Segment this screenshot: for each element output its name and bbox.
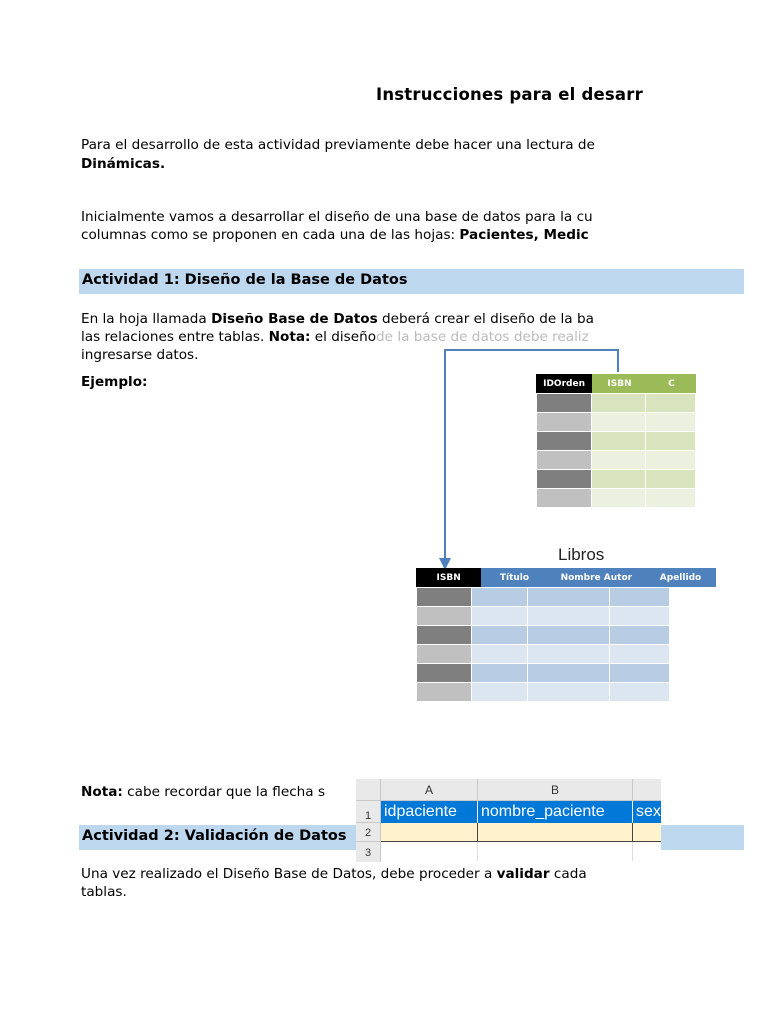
excel-col-b: B (478, 779, 633, 801)
act1-l1-b: Diseño Base de Datos (211, 311, 378, 327)
orders-table-cell (646, 470, 696, 489)
act1-l2-d: de la base de datos debe realiz (376, 329, 589, 345)
libros-table-cell (417, 607, 472, 626)
libros-table-cell (528, 683, 610, 702)
libros-table-cell (528, 607, 610, 626)
nota-bold: Nota: (81, 784, 123, 800)
page-title: Instrucciones para el desarr (376, 85, 643, 104)
para2-line-2-text: columnas como se proponen en cada una de las hojas: (81, 227, 460, 243)
act1-line-3: ingresarse datos. (81, 347, 199, 363)
act1-l1-c: deberá crear el diseño de la ba (377, 311, 594, 327)
act1-line-1 (81, 310, 594, 328)
libros-table-cell (417, 664, 472, 683)
excel-snippet (356, 779, 661, 862)
libros-table-cell (610, 683, 670, 702)
act1-l1-a: En la hoja llamada (81, 311, 212, 327)
libros-table-cell (472, 645, 528, 664)
excel-row-3: 3 (356, 842, 381, 862)
intro-line-1: Para el desarrollo de esta actividad previamente debe hacer una lectura de (81, 137, 595, 153)
excel-cell-a3 (381, 842, 478, 861)
excel-corner (356, 779, 381, 801)
actividad2-heading: Actividad 2: Validación de Datos (82, 828, 347, 844)
para2-line-2 (81, 226, 589, 244)
orders-table-cell (646, 451, 696, 470)
libros-rows (416, 587, 661, 702)
libros-table-cell (417, 626, 472, 645)
act1-l2-c: el diseño (310, 329, 377, 345)
intro-line-2: Dinámicas. (81, 156, 166, 172)
excel-cell-nombre-paciente: nombre_paciente (478, 801, 633, 823)
actividad1-heading-band (79, 269, 744, 294)
orders-table-cell (646, 413, 696, 432)
act2-l1-b: validar (496, 866, 550, 882)
ejemplo-label: Ejemplo: (81, 374, 148, 390)
libros-table-cell (610, 607, 670, 626)
relation-arrow-icon (430, 340, 630, 580)
orders-table-cell (646, 394, 696, 413)
orders-table-cell (646, 489, 696, 508)
excel-cell-b2 (478, 823, 633, 842)
act2-l1-c: cada (549, 866, 587, 882)
excel-row-2: 2 (356, 823, 381, 842)
libros-table-cell (472, 664, 528, 683)
libros-table-cell (417, 588, 472, 607)
excel-cell-a2 (381, 823, 478, 842)
orders-header-idorden: IDOrden (536, 374, 592, 393)
nota-text: cabe recordar que la flecha s (122, 784, 326, 800)
libros-table-cell (472, 626, 528, 645)
libros-table-cell (472, 607, 528, 626)
libros-table-cell (610, 664, 670, 683)
excel-row-1: 1 (356, 801, 381, 823)
act2-line-2: tablas. (81, 884, 127, 900)
excel-cell-c3 (633, 842, 661, 861)
act2-l1-a: Una vez realizado el Diseño Base de Datos, debe proceder a (81, 866, 497, 882)
libros-header-isbn: ISBN (416, 568, 481, 587)
libros-table-image (416, 568, 702, 702)
libros-table-cell (417, 645, 472, 664)
libros-table-cell (610, 626, 670, 645)
excel-cell-idpaciente: idpaciente (381, 801, 478, 823)
orders-header-isbn: ISBN (592, 374, 647, 393)
act1-l2-a: las relaciones entre tablas. (81, 329, 269, 345)
para2-line-1: Inicialmente vamos a desarrollar el diseño de una base de datos para la cu (81, 209, 593, 225)
excel-cell-b3 (478, 842, 633, 861)
libros-table-cell (472, 588, 528, 607)
orders-table-cell (646, 432, 696, 451)
libros-table-cell (472, 683, 528, 702)
libros-table-cell (417, 683, 472, 702)
actividad1-heading: Actividad 1: Diseño de la Base de Datos (82, 272, 408, 288)
libros-header-titulo: Título (481, 568, 547, 587)
libros-header-apellido: Apellido (645, 568, 716, 587)
act2-line-1 (81, 865, 587, 883)
libros-table-cell (528, 588, 610, 607)
para2-line-2-bold: Pacientes, Medic (459, 227, 589, 243)
act1-l2-b: Nota: (268, 329, 311, 345)
libros-table-cell (528, 626, 610, 645)
excel-cell-sexo: sex (633, 801, 661, 823)
libros-header-nombre-autor: Nombre Autor (548, 568, 645, 587)
excel-col-a: A (381, 779, 478, 801)
libros-table-cell (610, 645, 670, 664)
excel-col-c (633, 779, 661, 801)
libros-title: Libros (558, 545, 605, 564)
libros-table-cell (528, 664, 610, 683)
libros-table-cell (610, 588, 670, 607)
excel-cell-c2 (633, 823, 661, 842)
nota-line (81, 783, 325, 801)
libros-table-cell (528, 645, 610, 664)
orders-header-c: C (647, 374, 696, 393)
